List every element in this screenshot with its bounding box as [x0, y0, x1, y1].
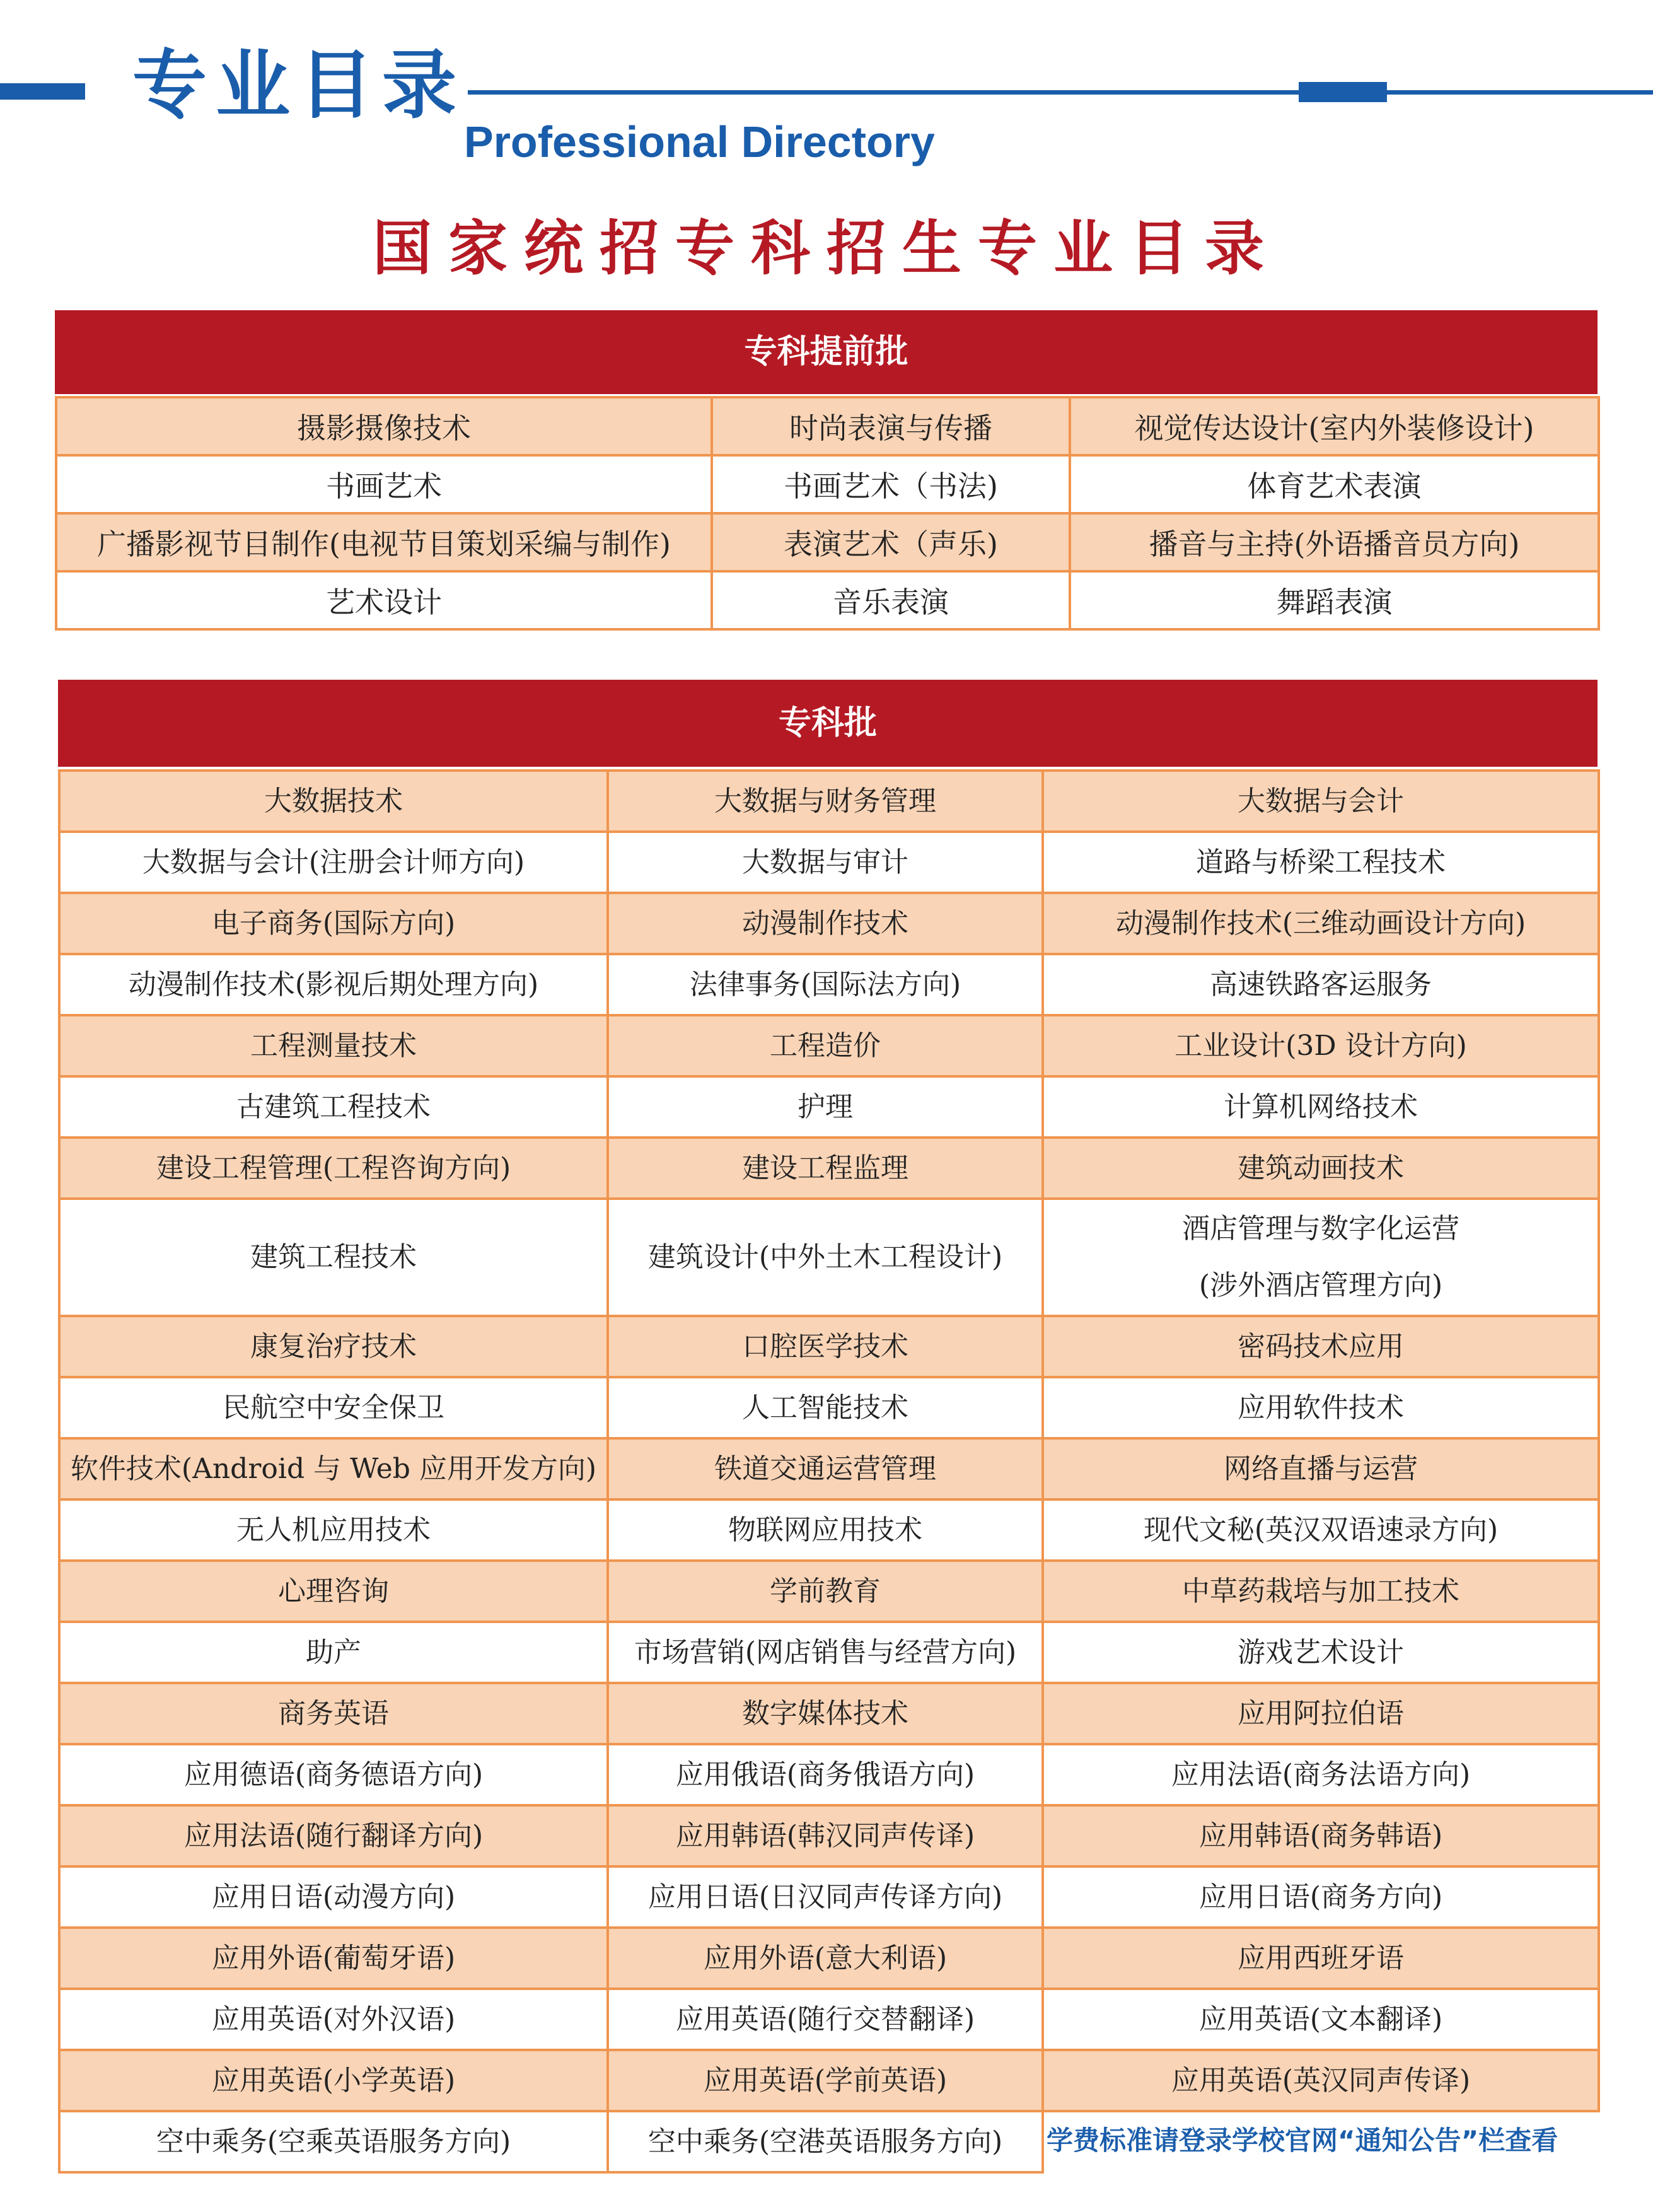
- major-cell: 视觉传达设计(室内外装修设计): [1070, 397, 1599, 455]
- major-cell: 学前教育: [608, 1561, 1043, 1622]
- major-cell: 应用外语(意大利语): [608, 1928, 1043, 1989]
- table-row: [59, 1199, 1599, 1316]
- regular-batch-table: [58, 769, 1600, 2174]
- header-accent-bar-left: [0, 83, 85, 100]
- major-cell: 中草药栽培与加工技术: [1043, 1561, 1599, 1622]
- table-row: [59, 1928, 1599, 1989]
- major-cell: 物联网应用技术: [608, 1499, 1043, 1561]
- major-cell: 应用韩语(韩汉同声传译): [608, 1805, 1043, 1866]
- table-row: [59, 1683, 1599, 1744]
- major-cell: 应用日语(日汉同声传译方向): [608, 1866, 1043, 1928]
- major-cell: 大数据与会计(注册会计师方向): [59, 832, 608, 893]
- major-cell: 应用西班牙语: [1043, 1928, 1599, 1989]
- major-cell: 计算机网络技术: [1043, 1076, 1599, 1138]
- major-cell: 口腔医学技术: [608, 1316, 1043, 1377]
- major-cell: 摄影摄像技术: [56, 397, 712, 455]
- header-divider-line: [468, 90, 1653, 95]
- major-cell: 应用软件技术: [1043, 1377, 1599, 1438]
- major-cell: 艺术设计: [56, 571, 712, 629]
- table-row: [59, 1438, 1599, 1499]
- major-cell: 铁道交通运营管理: [608, 1438, 1043, 1499]
- major-cell: 人工智能技术: [608, 1377, 1043, 1438]
- table-row: [59, 1622, 1599, 1683]
- page-subtitle: Professional Directory: [464, 117, 935, 166]
- major-cell: 工程造价: [608, 1015, 1043, 1076]
- major-cell: 道路与桥梁工程技术: [1043, 832, 1599, 893]
- major-cell: 应用韩语(商务韩语): [1043, 1805, 1599, 1866]
- major-cell: 大数据与财务管理: [608, 771, 1043, 832]
- major-cell: 护理: [608, 1076, 1043, 1138]
- major-cell: 大数据与会计: [1043, 771, 1599, 832]
- major-cell: 应用德语(商务德语方向): [59, 1744, 608, 1805]
- tuition-note: 学费标准请登录学校官网“通知公告”栏查看: [1047, 2125, 1558, 2156]
- major-cell: 现代文秘(英汉双语速录方向): [1043, 1499, 1599, 1561]
- major-cell: 应用日语(商务方向): [1043, 1866, 1599, 1928]
- table-row: [59, 1561, 1599, 1622]
- early-batch-table: [55, 396, 1600, 631]
- table-row: [59, 1316, 1599, 1377]
- major-cell: 大数据与审计: [608, 832, 1043, 893]
- table-row: [56, 397, 1599, 455]
- major-cell: 软件技术(Android 与 Web 应用开发方向): [59, 1438, 608, 1499]
- major-cell: 体育艺术表演: [1070, 455, 1599, 513]
- major-cell: 空中乘务(空乘英语服务方向): [59, 2111, 608, 2172]
- page-title: 专业目录: [132, 42, 466, 129]
- major-cell: 建设工程管理(工程咨询方向): [59, 1138, 608, 1199]
- section-heading-early: 专科提前批: [55, 310, 1598, 394]
- major-cell: 助产: [59, 1622, 608, 1683]
- major-cell: 密码技术应用: [1043, 1316, 1599, 1377]
- major-cell: 动漫制作技术(三维动画设计方向): [1043, 893, 1599, 954]
- major-cell: 应用法语(随行翻译方向): [59, 1805, 608, 1866]
- major-cell: 大数据技术: [59, 771, 608, 832]
- major-cell: 播音与主持(外语播音员方向): [1070, 513, 1599, 571]
- major-cell: 动漫制作技术: [608, 893, 1043, 954]
- table-row: [59, 771, 1599, 832]
- major-cell: 高速铁路客运服务: [1043, 954, 1599, 1015]
- major-cell: 书画艺术: [56, 455, 712, 513]
- major-cell: 游戏艺术设计: [1043, 1622, 1599, 1683]
- table-row: [56, 455, 1599, 513]
- major-cell: 应用英语(小学英语): [59, 2050, 608, 2111]
- major-cell: 应用英语(学前英语): [608, 2050, 1043, 2111]
- table-row: [56, 571, 1599, 629]
- table-row: [59, 1015, 1599, 1076]
- table-row: [59, 1377, 1599, 1438]
- major-cell: 数字媒体技术: [608, 1683, 1043, 1744]
- major-cell: 网络直播与运营: [1043, 1438, 1599, 1499]
- major-cell: 建设工程监理: [608, 1138, 1043, 1199]
- major-cell: 书画艺术（书法): [712, 455, 1070, 513]
- table-row: [59, 1138, 1599, 1199]
- table-row: [59, 1076, 1599, 1138]
- major-cell: 应用法语(商务法语方向): [1043, 1744, 1599, 1805]
- table-row: [59, 893, 1599, 954]
- major-cell: 动漫制作技术(影视后期处理方向): [59, 954, 608, 1015]
- major-cell: 古建筑工程技术: [59, 1076, 608, 1138]
- major-cell: 电子商务(国际方向): [59, 893, 608, 954]
- section-heading-regular: 专科批: [58, 680, 1598, 767]
- major-cell: 音乐表演: [712, 571, 1070, 629]
- major-cell: 广播影视节目制作(电视节目策划采编与制作): [56, 513, 712, 571]
- major-cell: 时尚表演与传播: [712, 397, 1070, 455]
- table-row: [59, 1805, 1599, 1866]
- major-cell: 民航空中安全保卫: [59, 1377, 608, 1438]
- major-cell: 应用阿拉伯语: [1043, 1683, 1599, 1744]
- major-cell: 商务英语: [59, 1683, 608, 1744]
- table-row: [59, 2050, 1599, 2111]
- major-cell: 无人机应用技术: [59, 1499, 608, 1561]
- major-cell: 应用俄语(商务俄语方向): [608, 1744, 1043, 1805]
- major-cell: 心理咨询: [59, 1561, 608, 1622]
- major-cell: 工业设计(3D 设计方向): [1043, 1015, 1599, 1076]
- major-cell: 应用英语(随行交替翻译): [608, 1989, 1043, 2050]
- major-cell: 工程测量技术: [59, 1015, 608, 1076]
- major-cell: 应用英语(英汉同声传译): [1043, 2050, 1599, 2111]
- major-cell: 法律事务(国际法方向): [608, 954, 1043, 1015]
- major-cell-line: 酒店管理与数字化运营: [1182, 1213, 1459, 1245]
- header-accent-bar-right: [1299, 82, 1387, 102]
- directory-title: 国家统招专科招生专业目录: [372, 214, 1280, 283]
- major-cell: 舞蹈表演: [1070, 571, 1599, 629]
- table-row: [59, 954, 1599, 1015]
- major-cell: 空中乘务(空港英语服务方向): [608, 2111, 1043, 2172]
- major-cell: 应用外语(葡萄牙语): [59, 1928, 608, 1989]
- major-cell-line: (涉外酒店管理方向): [1198, 1269, 1443, 1301]
- major-cell: 应用英语(文本翻译): [1043, 1989, 1599, 2050]
- major-cell: 市场营销(网店销售与经营方向): [608, 1622, 1043, 1683]
- table-row: [59, 1866, 1599, 1928]
- table-row: [56, 513, 1599, 571]
- major-cell: 应用英语(对外汉语): [59, 1989, 608, 2050]
- major-cell: 康复治疗技术: [59, 1316, 608, 1377]
- major-cell: 表演艺术（声乐): [712, 513, 1070, 571]
- table-row: [59, 1744, 1599, 1805]
- table-row: [59, 832, 1599, 893]
- major-cell: 建筑设计(中外土木工程设计): [608, 1199, 1043, 1316]
- table-row: [59, 1499, 1599, 1561]
- table-row: [59, 1989, 1599, 2050]
- major-cell: 建筑动画技术: [1043, 1138, 1599, 1199]
- major-cell: [1043, 1199, 1599, 1316]
- major-cell: 应用日语(动漫方向): [59, 1866, 608, 1928]
- major-cell: 建筑工程技术: [59, 1199, 608, 1316]
